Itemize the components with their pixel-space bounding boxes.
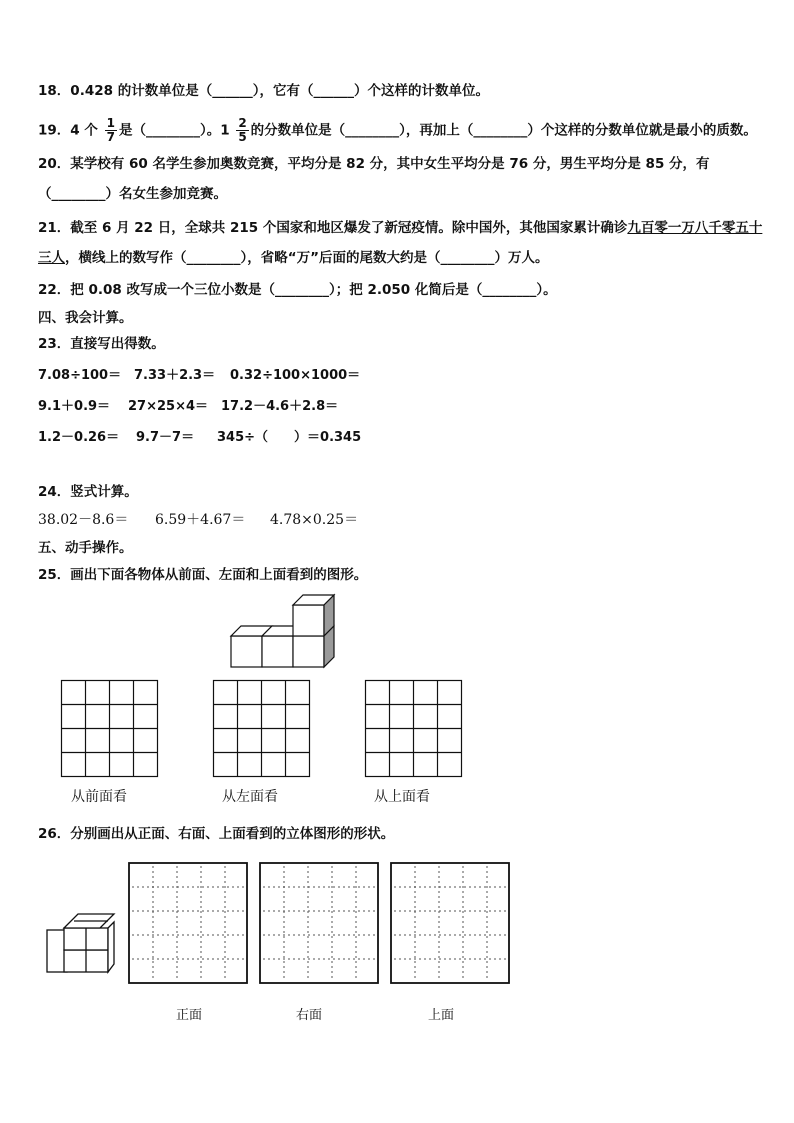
- calc-item: 7.08÷100＝: [38, 368, 122, 383]
- cube-face: [293, 636, 324, 667]
- caption-front-view: 从前面看: [71, 789, 127, 805]
- question-19: 19．4 个 $\frac{1}{7}$ 是（________）。1 $\frac{2}{5}$ 的分数单位是（________），再加上（________）个这样的分数单位就是最小的质数。: [38, 116, 757, 144]
- answer-blank[interactable]: （________）: [38, 186, 119, 202]
- question-21-line1: 21．截至 6 月 22 日，全球共 215 个国家和地区爆发了新冠疫情。除中国外，其他国家累计确诊九百零一万八千零五十: [38, 220, 763, 236]
- calc-item: 0.32÷100×1000＝: [230, 368, 361, 383]
- vertical-calc-item: 4.78×0.25＝: [270, 512, 359, 528]
- caption-left-view: 从左面看: [222, 789, 278, 805]
- vertical-calc-item: 38.02－8.6＝: [38, 512, 129, 528]
- calc-item: 345÷（ ）＝0.345: [217, 430, 362, 445]
- calc-item: 17.2－4.6＋2.8＝: [221, 399, 339, 414]
- question-20-line1: 20．某学校有 60 名学生参加奥数竞赛，平均分是 82 分，其中女生平均分是 76 分，男生平均分是 85 分，有: [38, 156, 710, 172]
- grid-left-view[interactable]: [213, 680, 310, 777]
- question-26-title: 26．分别画出从正面、右面、上面看到的立体图形的形状。: [38, 826, 395, 842]
- question-18: 18．0.428 的计数单位是（______），它有（______）个这样的计数单位。: [38, 83, 489, 99]
- cube-face: [108, 922, 114, 972]
- calc-item: 27×25×4＝: [128, 399, 209, 414]
- grid-right-drawing[interactable]: [259, 862, 379, 984]
- fraction-one-seventh: $\frac{1}{7}$: [106, 116, 115, 144]
- cube-face: [293, 605, 324, 636]
- question-24-title: 24．竖式计算。: [38, 484, 138, 500]
- question-25-title: 25．画出下面各物体从前面、左面和上面看到的图形。: [38, 567, 368, 583]
- answer-blank[interactable]: ________: [275, 282, 329, 298]
- answer-blank[interactable]: ________: [345, 122, 400, 139]
- question-21-line2: 三人，横线上的数写作（________），省略“万”后面的尾数大约是（________）万人。: [38, 250, 549, 266]
- section-heading-5: 五、动手操作。: [38, 540, 133, 556]
- calc-item: 9.7－7＝: [136, 430, 195, 445]
- question-23-title: 23．直接写出得数。: [38, 336, 165, 352]
- cube-face: [231, 636, 262, 667]
- caption-front: 正面: [176, 1008, 203, 1023]
- grid-front-view[interactable]: [61, 680, 158, 777]
- underlined-number: 九百零一万八千零五十: [627, 220, 763, 236]
- answer-blank[interactable]: ______: [313, 83, 354, 99]
- grid-top-drawing[interactable]: [390, 862, 510, 984]
- caption-right: 右面: [296, 1008, 323, 1023]
- cube-stack-figure: [228, 593, 338, 670]
- question-20-line2: （________）名女生参加竞赛。: [38, 186, 227, 202]
- vertical-calc-item: 6.59＋4.67＝: [155, 512, 246, 528]
- answer-blank[interactable]: ________: [440, 250, 495, 266]
- grid-top-view[interactable]: [365, 680, 462, 777]
- answer-blank[interactable]: ________: [482, 282, 537, 298]
- calc-item: 1.2－0.26＝: [38, 430, 120, 445]
- grid-front-drawing[interactable]: [128, 862, 248, 984]
- cube-stack-figure-2: [44, 908, 120, 976]
- caption-top: 上面: [428, 1008, 455, 1023]
- question-22: 22．把 0.08 改写成一个三位小数是（________）；把 2.050 化简后是（________）。: [38, 282, 557, 298]
- cube-face: [262, 636, 293, 667]
- caption-top-view: 从上面看: [374, 789, 430, 805]
- fraction-two-fifths: $\frac{2}{5}$: [238, 116, 247, 144]
- calc-item: 7.33＋2.3＝: [134, 368, 216, 383]
- answer-blank[interactable]: ________: [186, 250, 241, 266]
- underlined-number: 三人: [38, 250, 65, 266]
- answer-blank[interactable]: ______: [212, 83, 253, 99]
- section-heading-4: 四、我会计算。: [38, 310, 133, 326]
- answer-blank[interactable]: ________: [473, 122, 528, 139]
- answer-blank[interactable]: ________: [145, 122, 200, 139]
- calc-item: 9.1＋0.9＝: [38, 399, 111, 414]
